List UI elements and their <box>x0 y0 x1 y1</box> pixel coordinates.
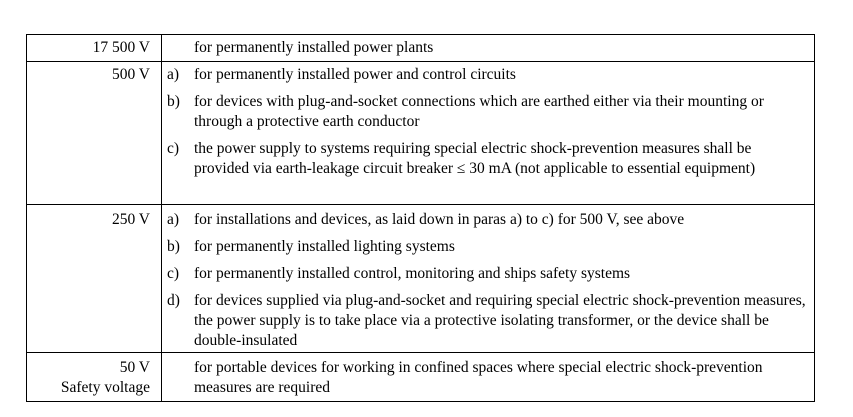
item-letter <box>162 35 194 38</box>
list-item <box>162 85 814 132</box>
item-description: for permanently installed control, monitoring and ships safety systems <box>194 265 631 282</box>
row-500v <box>27 61 814 204</box>
list-item <box>162 132 814 179</box>
item-letter: b) <box>167 93 180 110</box>
item-description: for permanently installed power plants <box>194 39 434 56</box>
voltage-label: 500 V <box>111 66 150 83</box>
list-item <box>162 353 814 398</box>
row-17500v <box>27 35 814 61</box>
item-letter: b) <box>167 238 180 255</box>
voltage-label: 17 500 V <box>92 39 150 56</box>
item-letter: c) <box>167 265 180 282</box>
item-letter: d) <box>167 292 180 309</box>
row-50v <box>27 352 814 401</box>
list-item <box>162 257 814 284</box>
item-description: for installations and devices, as laid down in paras a) to c) for 500 V, see above <box>194 211 685 228</box>
voltage-label: 250 V <box>111 211 150 228</box>
list-item <box>162 284 814 351</box>
voltage-cell <box>27 35 162 61</box>
item-description: for devices with plug-and-socket connections which are earthed either via their mounting or through a protective earth conductor <box>194 93 764 130</box>
list-item <box>162 205 814 230</box>
item-description: for portable devices for working in confined spaces where special electric shock-prevention measures are required <box>194 359 763 396</box>
voltage-table <box>26 34 815 402</box>
item-description: for permanently installed power and control circuits <box>194 66 516 83</box>
voltage-sublabel: Safety voltage <box>60 379 150 396</box>
voltage-cell <box>27 205 162 352</box>
voltage-label: 50 V <box>119 359 150 376</box>
item-letter: a) <box>167 211 180 228</box>
voltage-cell <box>27 353 162 401</box>
item-description: for devices supplied via plug-and-socket and requiring special electric shock-prevention measures, the power supply is to take place via a protective isolating transformer, or the device shall be double-insulated <box>194 292 806 349</box>
item-letter: c) <box>167 140 180 157</box>
item-description: for permanently installed lighting systems <box>194 238 455 255</box>
item-letter: a) <box>167 66 180 83</box>
list-item <box>162 62 814 85</box>
row-250v <box>27 204 814 352</box>
voltage-cell <box>27 62 162 204</box>
item-description: the power supply to systems requiring special electric shock-prevention measures shall be provided via earth-leakage circuit breaker ≤ 30 mA (not applicable to essential equipment) <box>194 140 756 177</box>
list-item <box>162 230 814 257</box>
